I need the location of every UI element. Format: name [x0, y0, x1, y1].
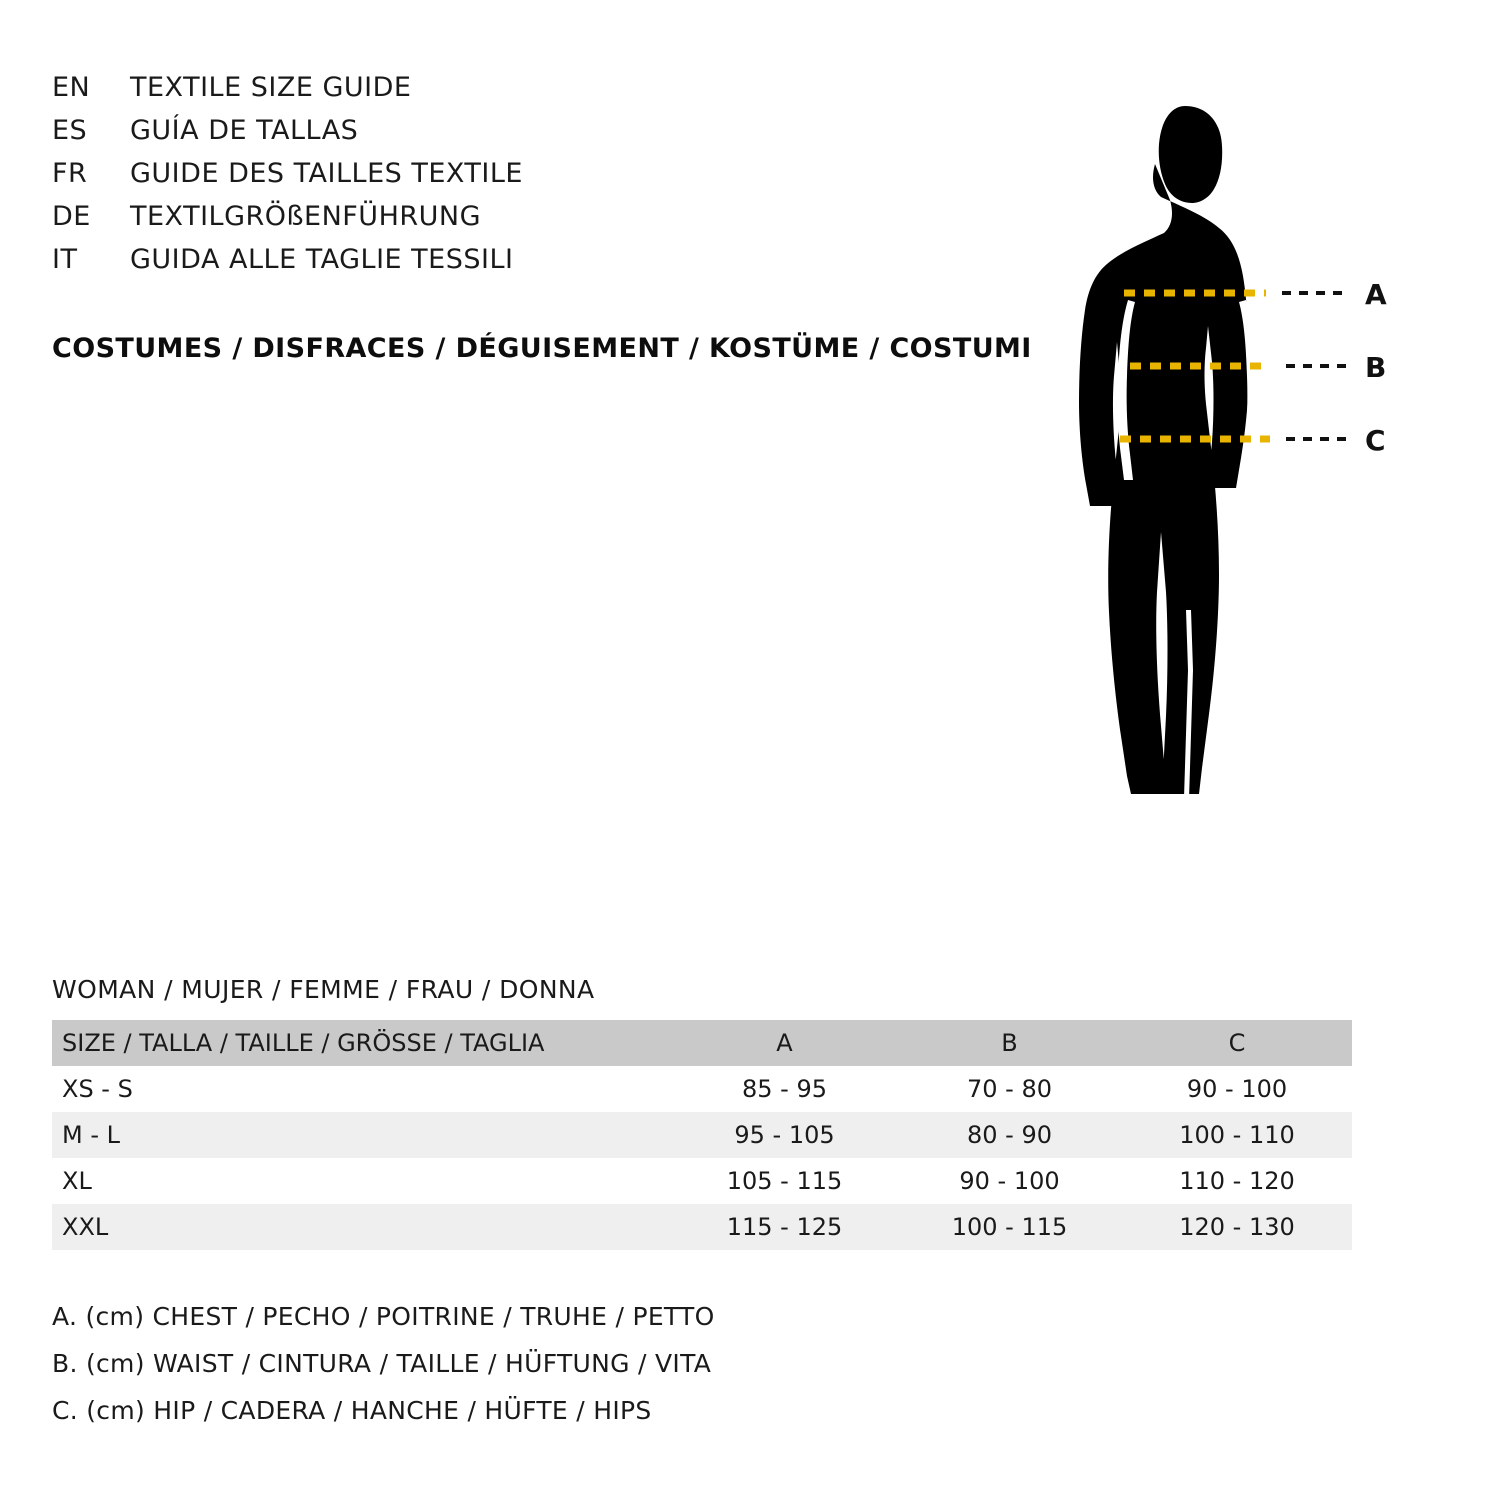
language-code-fr: FR [52, 158, 88, 189]
marker-label-a: A [1365, 278, 1387, 311]
language-row-fr [52, 158, 772, 201]
language-text-en: TEXTILE SIZE GUIDE [130, 72, 412, 103]
language-code-en: EN [52, 72, 91, 103]
cell-c: 100 - 110 [1179, 1121, 1295, 1149]
cell-a: 95 - 105 [734, 1121, 835, 1149]
cell-b: 70 - 80 [967, 1075, 1052, 1103]
costumes-subtitle: COSTUMES / DISFRACES / DÉGUISEMENT / KOSTÜME / COSTUMI [52, 333, 1032, 364]
header-a: A [776, 1029, 793, 1057]
language-text-fr: GUIDE DES TAILLES TEXTILE [130, 158, 523, 189]
language-code-it: IT [52, 244, 78, 275]
language-text-de: TEXTILGRÖßENFÜHRUNG [130, 201, 482, 232]
header-size: SIZE / TALLA / TAILLE / GRÖSSE / TAGLIA [62, 1029, 545, 1057]
cell-c: 110 - 120 [1179, 1167, 1295, 1195]
cell-size: M - L [62, 1121, 120, 1149]
language-text-it: GUIDA ALLE TAGLIE TESSILI [130, 244, 514, 275]
cell-b: 90 - 100 [959, 1167, 1060, 1195]
cell-size: XXL [62, 1213, 109, 1241]
cell-b: 80 - 90 [967, 1121, 1052, 1149]
marker-label-c: C [1365, 424, 1386, 457]
table-header-row [52, 1020, 1352, 1066]
measurement-figure [1020, 50, 1460, 940]
language-code-de: DE [52, 201, 91, 232]
cell-a: 85 - 95 [742, 1075, 827, 1103]
language-row-en [52, 72, 772, 115]
language-text-es: GUÍA DE TALLAS [130, 115, 359, 146]
note-a: A. (cm) CHEST / PECHO / POITRINE / TRUHE / PETTO [52, 1302, 715, 1331]
size-table [52, 1020, 1352, 1250]
marker-label-b: B [1365, 351, 1387, 384]
cell-size: XL [62, 1167, 92, 1195]
measurement-notes [52, 1293, 1052, 1434]
cell-size: XS - S [62, 1075, 133, 1103]
language-list [52, 72, 772, 287]
woman-silhouette-icon [1020, 50, 1460, 940]
cell-a: 115 - 125 [726, 1213, 843, 1241]
table-caption: WOMAN / MUJER / FEMME / FRAU / DONNA [52, 975, 595, 1004]
size-table-block [52, 975, 1412, 1250]
table-row [52, 1066, 1352, 1112]
table-row [52, 1158, 1352, 1204]
language-row-de [52, 201, 772, 244]
note-c: C. (cm) HIP / CADERA / HANCHE / HÜFTE / HIPS [52, 1396, 652, 1425]
language-row-it [52, 244, 772, 287]
language-row-es [52, 115, 772, 158]
header-b: B [1001, 1029, 1018, 1057]
table-row [52, 1204, 1352, 1250]
table-row [52, 1112, 1352, 1158]
header-c: C [1228, 1029, 1246, 1057]
cell-b: 100 - 115 [951, 1213, 1068, 1241]
language-code-es: ES [52, 115, 88, 146]
cell-a: 105 - 115 [726, 1167, 843, 1195]
cell-c: 120 - 130 [1179, 1213, 1295, 1241]
cell-c: 90 - 100 [1186, 1075, 1288, 1103]
note-b: B. (cm) WAIST / CINTURA / TAILLE / HÜFTUNG / VITA [52, 1349, 712, 1378]
